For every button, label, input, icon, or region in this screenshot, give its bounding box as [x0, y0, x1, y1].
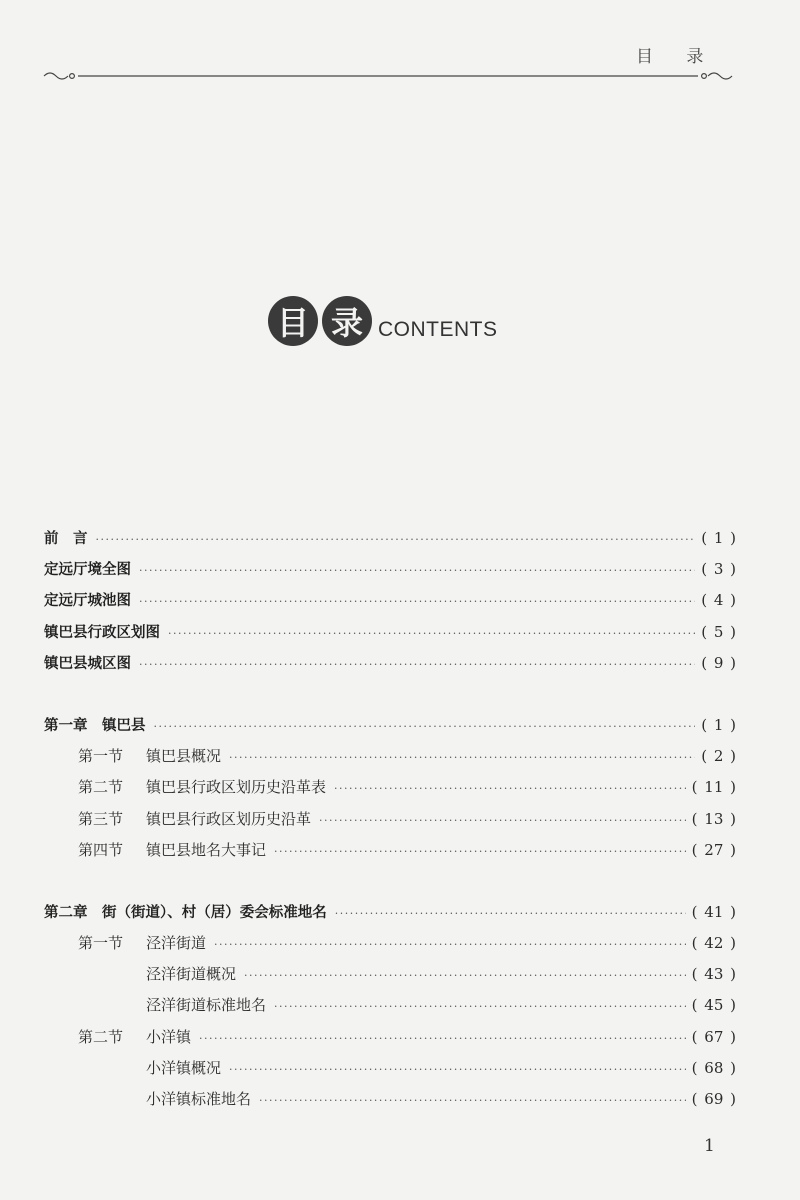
- toc-entry-label-group: [44, 1022, 191, 1053]
- toc-section-entry[interactable]: [44, 928, 736, 959]
- toc-leader-dots: [139, 555, 695, 586]
- toc-section-entry[interactable]: [44, 835, 736, 866]
- toc-section-entry[interactable]: [44, 772, 736, 803]
- toc-section-number: 第二节: [78, 1027, 124, 1046]
- toc-leader-dots: [259, 1085, 686, 1116]
- toc-section-number: 第一节: [78, 934, 124, 953]
- heading-char-lu: 录: [322, 296, 372, 346]
- toc-entry-label: 镇巴县概况: [146, 747, 222, 766]
- toc-entry-label: 前 言: [44, 531, 88, 547]
- contents-heading: [268, 296, 568, 356]
- toc-entry-label: 小洋镇标准地名: [146, 1090, 252, 1108]
- toc-entry-label: 泾洋街道概况: [146, 965, 237, 984]
- toc-entry-label-group: [44, 928, 206, 959]
- toc-section-entry[interactable]: [44, 804, 736, 835]
- toc-entry-page: ( 1 ): [701, 715, 736, 734]
- header-ornament-rule: [38, 66, 738, 86]
- toc-section-number: 第一节: [78, 747, 124, 766]
- toc-entry-label-group: [44, 772, 326, 803]
- toc-entry-page: ( 27 ): [691, 840, 736, 859]
- toc-leader-dots: [319, 805, 686, 836]
- toc-section-entry[interactable]: [44, 1022, 736, 1053]
- toc-leader-dots: [139, 586, 695, 617]
- toc-entry[interactable]: [44, 617, 736, 648]
- toc-leader-dots: [229, 742, 695, 773]
- toc-entry-page: ( 67 ): [691, 1027, 736, 1046]
- running-header-title: 目 录: [636, 47, 718, 67]
- toc-leader-dots: [274, 991, 686, 1022]
- toc-leader-dots: [274, 836, 686, 867]
- toc-entry-label: 泾洋街道: [146, 934, 207, 953]
- toc-section-number: 第四节: [78, 840, 124, 859]
- toc-entry-label: 小洋镇概况: [146, 1058, 222, 1077]
- toc-entry-page: ( 3 ): [701, 560, 736, 579]
- toc-entry-label: 镇巴县行政区划历史沿革表: [146, 778, 327, 797]
- toc-entry[interactable]: [44, 585, 736, 616]
- toc-chapter-entry[interactable]: [44, 897, 736, 928]
- toc-entry-page: ( 43 ): [691, 965, 736, 984]
- toc-entry-label: 镇巴县地名大事记: [146, 840, 267, 859]
- toc-leader-dots: [335, 898, 686, 929]
- toc-entry-page: ( 42 ): [691, 934, 736, 953]
- toc-entry-page: ( 5 ): [701, 622, 736, 641]
- page-number: 1: [704, 1136, 715, 1156]
- toc-entry-label: 第一章 镇巴县: [44, 717, 146, 734]
- toc-entry-label: 镇巴县行政区划历史沿革: [146, 809, 312, 828]
- toc-entry-label-group: [44, 741, 221, 772]
- toc-entry-page: ( 2 ): [701, 747, 736, 766]
- toc-entry-page: ( 68 ): [691, 1058, 736, 1077]
- toc-entry-page: ( 9 ): [701, 653, 736, 672]
- toc-subsection-entry[interactable]: [44, 1053, 736, 1084]
- toc-section-entry[interactable]: [44, 741, 736, 772]
- toc-leader-dots: [214, 929, 686, 960]
- toc-entry-label: 镇巴县城区图: [44, 655, 131, 672]
- toc-subsection-entry[interactable]: [44, 990, 736, 1021]
- toc-entry-page: ( 69 ): [691, 1090, 736, 1108]
- toc-leader-dots: [199, 1023, 686, 1054]
- toc-entry[interactable]: [44, 554, 736, 585]
- toc-entry-label: 镇巴县行政区划图: [44, 624, 160, 641]
- toc-leader-dots: [96, 524, 696, 555]
- toc-section-number: 第二节: [78, 778, 124, 797]
- toc-leader-dots: [244, 960, 686, 991]
- toc-entry-page: ( 11 ): [691, 778, 736, 797]
- toc-entry-page: ( 45 ): [691, 996, 736, 1015]
- toc-entry-label: 定远厅城池图: [44, 593, 131, 610]
- toc-entry-label-group: [44, 804, 311, 835]
- toc-leader-dots: [334, 773, 686, 804]
- toc-leader-dots: [154, 711, 696, 742]
- toc-entry-page: ( 41 ): [691, 902, 736, 921]
- toc-section-number: 第三节: [78, 809, 124, 828]
- toc-entry-label: 定远厅境全图: [44, 562, 131, 579]
- toc-entry-label: 泾洋街道标准地名: [146, 996, 267, 1015]
- toc-entry-label-group: [44, 835, 266, 866]
- toc-leader-dots: [229, 1054, 686, 1085]
- heading-contents-latin: CONTENTS: [378, 318, 498, 341]
- toc-subsection-entry[interactable]: [44, 959, 736, 990]
- heading-char-mu: 目: [268, 296, 318, 346]
- toc-entry[interactable]: [44, 648, 736, 679]
- table-of-contents: [44, 523, 736, 1115]
- toc-subsection-entry[interactable]: [44, 1084, 736, 1115]
- toc-leader-dots: [139, 649, 695, 680]
- toc-entry-page: ( 13 ): [691, 809, 736, 828]
- toc-entry-label: 小洋镇: [146, 1027, 192, 1046]
- toc-entry-page: ( 4 ): [701, 591, 736, 610]
- toc-leader-dots: [168, 618, 695, 649]
- toc-entry-label: 第二章 街（街道）、村（居）委会标准地名: [44, 904, 327, 921]
- toc-chapter-entry[interactable]: [44, 710, 736, 741]
- toc-entry-page: ( 1 ): [701, 529, 736, 547]
- toc-entry[interactable]: [44, 523, 736, 554]
